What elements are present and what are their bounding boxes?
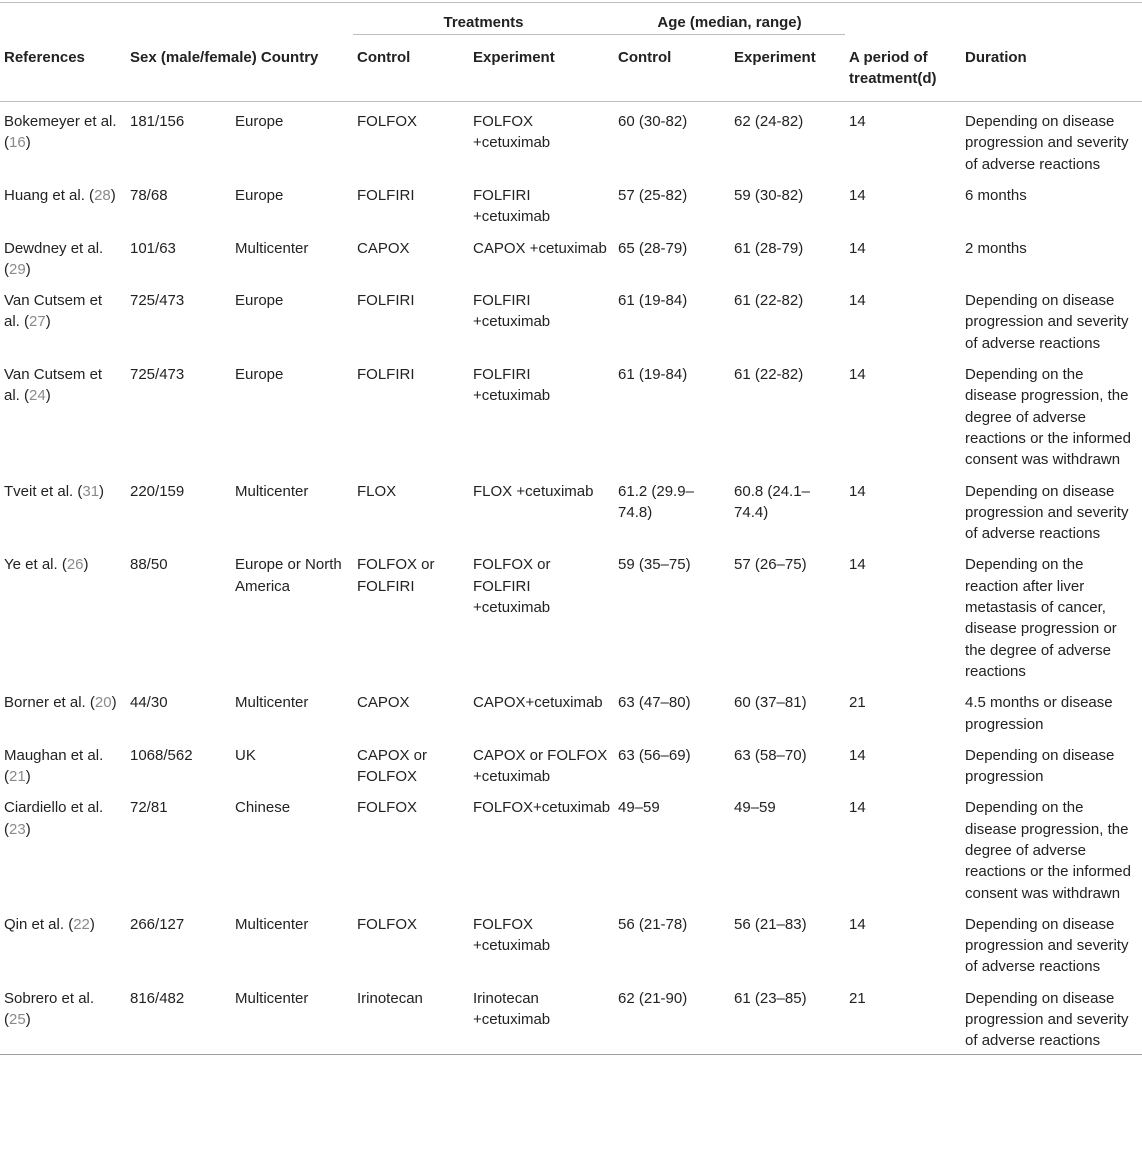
duration-header: Duration bbox=[961, 35, 1142, 102]
table-row bbox=[0, 683, 1142, 736]
study-characteristics-table bbox=[0, 2, 1142, 1055]
duration-cell: 4.5 months or disease progression bbox=[965, 694, 1113, 733]
control-cell: FOLFIRI bbox=[357, 186, 415, 204]
reference-cell bbox=[0, 545, 126, 683]
reference-citation-link[interactable]: 28 bbox=[94, 186, 111, 204]
country-cell: Multicenter bbox=[235, 915, 309, 933]
table-row bbox=[0, 545, 1142, 683]
period-cell: 14 bbox=[849, 113, 866, 131]
age-control-cell: 49–59 bbox=[618, 799, 660, 817]
control-cell: FOLFOX bbox=[357, 799, 418, 817]
age-experiment-cell: 61 (23–85) bbox=[730, 979, 845, 1054]
reference-close-paren: ) bbox=[110, 186, 116, 204]
reference-close-paren: ) bbox=[83, 556, 89, 574]
period-cell: 14 bbox=[849, 556, 866, 574]
sex-cell: 72/81 bbox=[130, 799, 168, 817]
control-cell: FOLFIRI bbox=[357, 292, 415, 310]
reference-citation-link[interactable]: 22 bbox=[73, 915, 90, 933]
period-cell: 21 bbox=[845, 979, 961, 1054]
control-cell: FOLFIRI bbox=[357, 366, 415, 384]
age-control-cell: 57 (25-82) bbox=[618, 186, 688, 204]
experiment-cell: FOLFIRI +cetuximab bbox=[473, 292, 551, 331]
sex-cell: 44/30 bbox=[130, 694, 168, 712]
reference-close-paren: ) bbox=[99, 482, 105, 500]
age-experiment-cell: 60.8 (24.1–74.4) bbox=[734, 482, 810, 521]
age-group-header: Age (median, range) bbox=[614, 3, 845, 35]
reference-cell bbox=[0, 176, 126, 229]
period-cell: 14 bbox=[849, 366, 866, 384]
reference-close-paren: ) bbox=[45, 387, 51, 405]
country-cell: Multicenter bbox=[235, 482, 309, 500]
sex-cell: 816/482 bbox=[126, 979, 231, 1054]
reference-author: Bokemeyer et al. ( bbox=[4, 113, 117, 152]
reference-citation-link[interactable]: 26 bbox=[66, 556, 84, 574]
control-cell: FLOX bbox=[357, 482, 397, 500]
experiment-cell: FOLFIRI +cetuximab bbox=[473, 366, 551, 405]
table-body bbox=[0, 102, 1142, 1055]
reference-author: Huang et al. ( bbox=[4, 186, 95, 204]
age-control-cell: 60 (30-82) bbox=[618, 113, 688, 131]
reference-close-paren: ) bbox=[111, 694, 117, 712]
period-cell: 14 bbox=[849, 186, 866, 204]
reference-author: Tveit et al. ( bbox=[4, 482, 83, 500]
reference-author: Dewdney et al. ( bbox=[4, 239, 104, 278]
reference-cell bbox=[0, 736, 126, 789]
age-experiment-header: Experiment bbox=[730, 35, 845, 102]
reference-close-paren: ) bbox=[25, 1011, 31, 1029]
duration-cell: Depending on disease progression and severity of adverse reactions bbox=[961, 979, 1142, 1054]
treatment-experiment-header: Experiment bbox=[469, 35, 614, 102]
experiment-cell: CAPOX +cetuximab bbox=[473, 239, 607, 257]
age-experiment-cell: 57 (26–75) bbox=[734, 556, 807, 574]
reference-citation-link[interactable]: 20 bbox=[94, 694, 112, 712]
duration-cell: Depending on the disease progression, the degree of adverse reactions or the informed consent was withdrawn bbox=[965, 366, 1131, 469]
age-experiment-cell: 61 (22-82) bbox=[734, 292, 804, 310]
sex-cell: 725/473 bbox=[130, 292, 185, 310]
reference-cell bbox=[0, 788, 126, 904]
age-experiment-cell: 60 (37–81) bbox=[734, 694, 807, 712]
sex-cell: 725/473 bbox=[130, 366, 185, 384]
duration-cell: Depending on the reaction after liver metastasis of cancer, disease progression or the degree of adverse reactions bbox=[965, 556, 1117, 680]
reference-author: Van Cutsem et al. ( bbox=[4, 292, 103, 331]
country-cell: Multicenter bbox=[231, 979, 353, 1054]
country-cell: UK bbox=[235, 746, 256, 764]
country-cell: Multicenter bbox=[235, 694, 309, 712]
period-cell: 14 bbox=[849, 799, 866, 817]
age-control-cell: 59 (35–75) bbox=[618, 556, 691, 574]
duration-cell: Depending on disease progression and severity of adverse reactions bbox=[965, 113, 1129, 173]
reference-author: Van Cutsem et al. ( bbox=[4, 366, 103, 405]
period-cell: 21 bbox=[849, 694, 866, 712]
reference-author: Ciardiello et al. ( bbox=[4, 799, 104, 838]
reference-citation-link[interactable]: 25 bbox=[9, 1011, 26, 1029]
reference-citation-link[interactable]: 16 bbox=[9, 134, 26, 152]
country-cell: Europe bbox=[235, 366, 284, 384]
age-control-cell: 56 (21-78) bbox=[618, 915, 688, 933]
duration-cell: Depending on disease progression and severity of adverse reactions bbox=[965, 915, 1129, 976]
country-cell: Europe or North America bbox=[235, 556, 342, 595]
reference-close-paren: ) bbox=[25, 820, 31, 838]
table-row bbox=[0, 176, 1142, 229]
sex-cell: 266/127 bbox=[130, 915, 185, 933]
table-row bbox=[0, 472, 1142, 546]
reference-close-paren: ) bbox=[89, 915, 95, 933]
duration-cell: Depending on disease progression bbox=[965, 746, 1115, 786]
experiment-cell: FLOX +cetuximab bbox=[473, 482, 594, 500]
reference-cell bbox=[0, 355, 126, 471]
reference-close-paren: ) bbox=[45, 313, 51, 331]
duration-cell: Depending on disease progression and severity of adverse reactions bbox=[965, 482, 1129, 543]
period-cell: 14 bbox=[849, 915, 866, 933]
sex-cell: 220/159 bbox=[130, 482, 185, 500]
age-experiment-cell: 63 (58–70) bbox=[734, 746, 807, 764]
table-row bbox=[0, 979, 1142, 1054]
age-experiment-cell: 56 (21–83) bbox=[734, 915, 807, 933]
group-header-row bbox=[0, 3, 1142, 35]
reference-cell bbox=[0, 905, 126, 979]
reference-cell bbox=[0, 102, 126, 176]
experiment-cell: CAPOX or FOLFOX +cetuximab bbox=[473, 746, 608, 786]
table-row bbox=[0, 229, 1142, 282]
sex-cell: 101/63 bbox=[130, 239, 176, 257]
country-cell: Chinese bbox=[235, 799, 291, 817]
control-cell: FOLFOX or FOLFIRI bbox=[357, 556, 435, 595]
table-row bbox=[0, 355, 1142, 471]
duration-cell: Depending on the disease progression, the degree of adverse reactions or the informed consent was withdrawn bbox=[965, 799, 1131, 902]
table-row bbox=[0, 736, 1142, 789]
country-cell: Europe bbox=[235, 292, 284, 310]
age-control-cell: 62 (21-90) bbox=[614, 979, 730, 1054]
reference-author: Qin et al. ( bbox=[4, 915, 74, 933]
reference-cell bbox=[0, 229, 126, 282]
age-experiment-cell: 62 (24-82) bbox=[734, 113, 804, 131]
table-row bbox=[0, 905, 1142, 979]
sex-cell: 181/156 bbox=[130, 113, 185, 131]
reference-author: Maughan et al. ( bbox=[4, 746, 104, 786]
reference-close-paren: ) bbox=[25, 260, 31, 278]
control-cell: CAPOX bbox=[357, 239, 410, 257]
reference-cell bbox=[0, 281, 126, 355]
treatments-group-header: Treatments bbox=[353, 3, 614, 35]
treatment-period-header: A period of treatment(d) bbox=[845, 35, 961, 102]
age-control-cell: 63 (47–80) bbox=[618, 694, 691, 712]
country-cell: Europe bbox=[235, 113, 284, 131]
experiment-cell: FOLFIRI +cetuximab bbox=[473, 186, 551, 226]
reference-citation-link[interactable]: 23 bbox=[9, 820, 26, 838]
sex-cell: 88/50 bbox=[130, 556, 168, 574]
experiment-cell: CAPOX+cetuximab bbox=[473, 694, 603, 712]
duration-cell: Depending on disease progression and severity of adverse reactions bbox=[965, 292, 1129, 352]
period-cell: 14 bbox=[849, 746, 866, 764]
duration-cell: 2 months bbox=[965, 239, 1027, 257]
control-cell: Irinotecan bbox=[353, 979, 469, 1054]
age-experiment-cell: 61 (28-79) bbox=[734, 239, 804, 257]
age-experiment-cell: 49–59 bbox=[734, 799, 776, 817]
sex-cell: 1068/562 bbox=[130, 746, 193, 764]
age-control-cell: 61 (19-84) bbox=[618, 366, 688, 384]
sex-cell: 78/68 bbox=[130, 186, 168, 204]
reference-close-paren: ) bbox=[25, 768, 31, 786]
reference-citation-link[interactable]: 29 bbox=[9, 260, 26, 278]
age-control-cell: 61.2 (29.9–74.8) bbox=[618, 482, 694, 521]
column-header-row bbox=[0, 35, 1142, 102]
table-row bbox=[0, 281, 1142, 355]
reference-citation-link[interactable]: 31 bbox=[82, 482, 100, 500]
period-cell: 14 bbox=[849, 239, 866, 257]
reference-cell bbox=[0, 683, 126, 736]
reference-citation-link[interactable]: 21 bbox=[9, 768, 26, 786]
age-control-header: Control bbox=[614, 35, 730, 102]
table-row bbox=[0, 788, 1142, 904]
reference-author: Ye et al. ( bbox=[4, 556, 67, 574]
age-experiment-cell: 59 (30-82) bbox=[734, 186, 804, 204]
reference-cell bbox=[0, 472, 126, 546]
reference-close-paren: ) bbox=[25, 134, 31, 152]
age-experiment-cell: 61 (22-82) bbox=[734, 366, 804, 384]
experiment-cell: FOLFOX +cetuximab bbox=[473, 113, 551, 152]
period-cell: 14 bbox=[849, 292, 866, 310]
country-cell: Multicenter bbox=[235, 239, 309, 257]
references-header: References bbox=[0, 35, 126, 102]
experiment-cell: FOLFOX +cetuximab bbox=[473, 915, 551, 955]
duration-cell: 6 months bbox=[965, 186, 1027, 204]
table-row bbox=[0, 102, 1142, 176]
age-control-cell: 65 (28-79) bbox=[618, 239, 688, 257]
sex-country-header: Sex (male/female) Country bbox=[126, 35, 353, 102]
reference-author: Borner et al. ( bbox=[4, 694, 95, 712]
country-cell: Europe bbox=[235, 186, 284, 204]
experiment-cell: FOLFOX+cetuximab bbox=[473, 799, 611, 817]
treatment-control-header: Control bbox=[353, 35, 469, 102]
age-control-cell: 63 (56–69) bbox=[618, 746, 691, 764]
reference-author: Sobrero et al. ( bbox=[4, 989, 95, 1029]
experiment-cell: FOLFOX or FOLFIRI +cetuximab bbox=[473, 556, 551, 617]
reference-citation-link[interactable]: 27 bbox=[29, 313, 46, 331]
age-control-cell: 61 (19-84) bbox=[618, 292, 688, 310]
reference-cell bbox=[0, 979, 126, 1054]
control-cell: FOLFOX bbox=[357, 915, 418, 933]
control-cell: CAPOX or FOLFOX bbox=[357, 746, 428, 786]
period-cell: 14 bbox=[849, 482, 866, 500]
reference-citation-link[interactable]: 24 bbox=[29, 387, 46, 405]
experiment-cell: Irinotecan +cetuximab bbox=[469, 979, 614, 1054]
control-cell: CAPOX bbox=[357, 694, 410, 712]
control-cell: FOLFOX bbox=[357, 113, 418, 131]
